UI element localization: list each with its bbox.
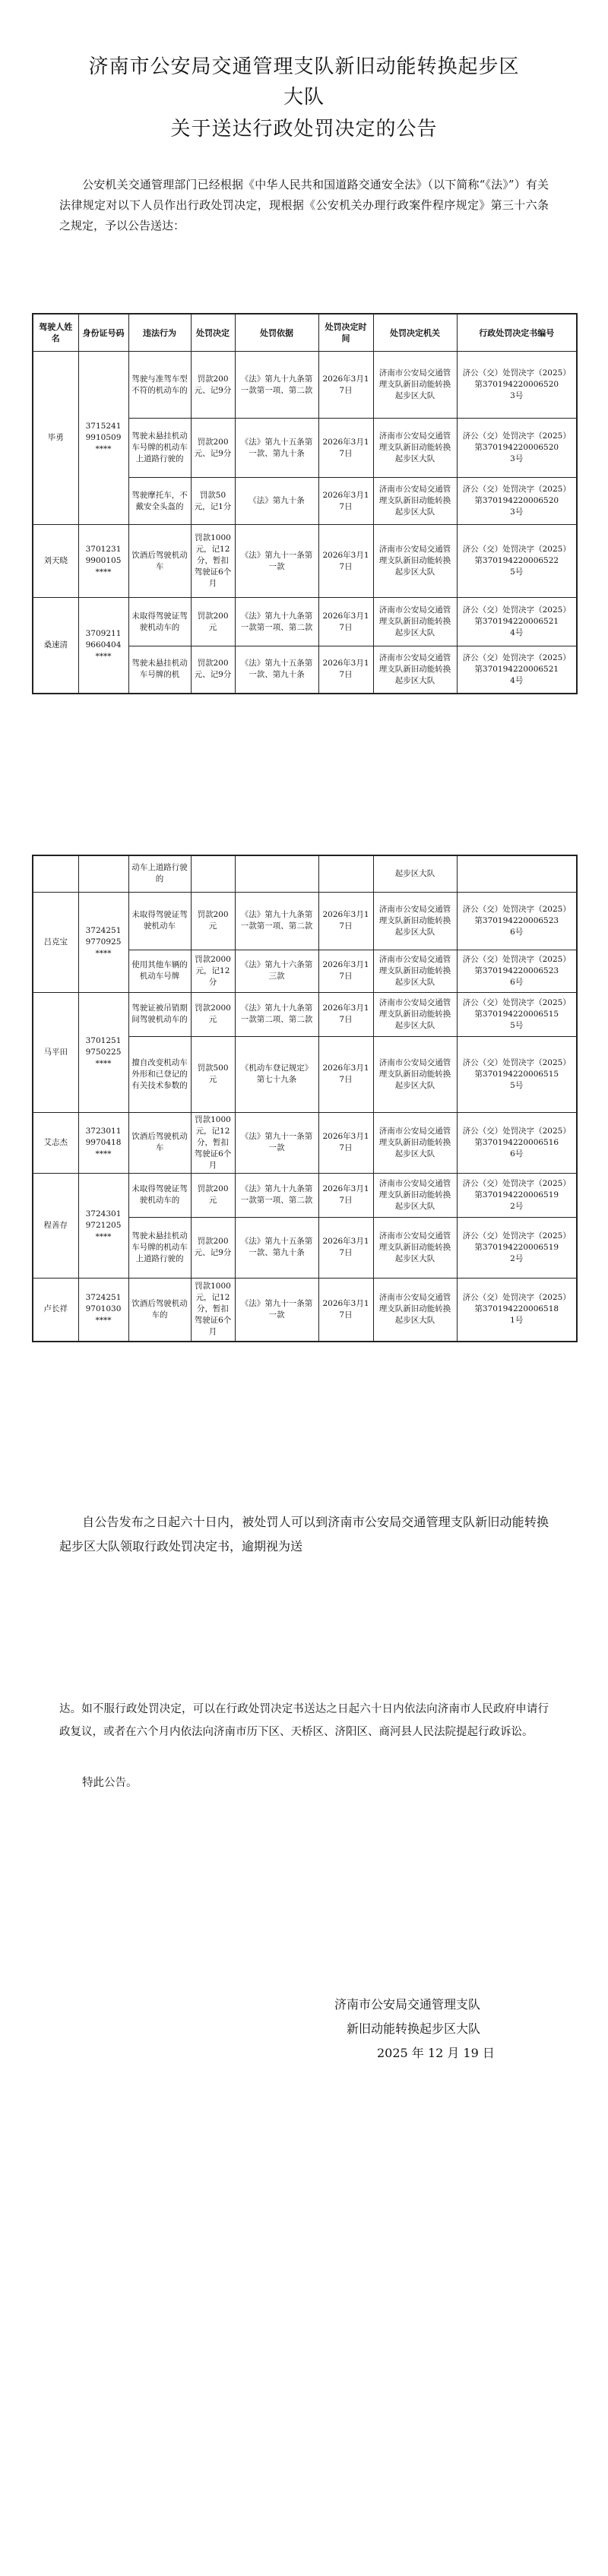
penalty-cell: 罚款200元、记9分	[191, 352, 235, 419]
penalty-cell: 罚款1000元，记12分，暂扣驾驶证6个月	[191, 1112, 235, 1173]
legal-basis-cell: 《法》第九十六条第三款	[235, 950, 318, 992]
decision-authority-cell: 济南市公安局交通管理支队新旧动能转换起步区大队	[373, 478, 457, 525]
violation-cell: 擅自改变机动车外形和已登记的有关技术参数的	[128, 1036, 191, 1112]
decision-date-cell: 2026年3月17日	[318, 892, 373, 950]
violation-cell: 驾驶摩托车，不戴安全头盔的	[128, 478, 191, 525]
driver-name-cell: 艾志杰	[33, 1112, 78, 1173]
violation-cell: 未取得驾驶证驾驶机动车的	[128, 598, 191, 646]
driver-name-cell: 吕克宝	[33, 892, 78, 992]
penalty-cell: 罚款1000元，记12分，暂扣驾驶证6个月	[191, 1278, 235, 1342]
penalty-cell: 罚款200元、记9分	[191, 646, 235, 694]
violation-cell: 使用其他车辆的机动车号牌	[128, 950, 191, 992]
id-number-cell: 3724301 9721205 ****	[78, 1173, 128, 1278]
table-row	[33, 1173, 577, 1217]
table-row	[33, 992, 577, 1036]
table-row	[33, 855, 577, 892]
table-header-row	[33, 314, 577, 352]
legal-basis-cell: 《法》第九十条	[235, 478, 318, 525]
decision-number-cell: 济公（交）处罚决字（2025）第370194220006518 1号	[457, 1278, 577, 1342]
violation-cell: 驾驶证被吊销期间驾驶机动车的	[128, 992, 191, 1036]
decision-date-cell: 2026年3月17日	[318, 419, 373, 478]
closing-text-2: 达。如不服行政处罚决定，可以在行政处罚决定书送达之日起六十日内依法向济南市人民政府申请行政复议，或者在六个月内依法向济南市历下区、天桥区、济阳区、商河县人民法院提起行政诉讼。	[59, 1703, 549, 1738]
id-number-cell: 3715241 9910509 ****	[78, 352, 128, 525]
decision-number-cell: 济公（交）处罚决字（2025）第370194220006519 2号	[457, 1217, 577, 1278]
penalty-cell: 罚款200元、记9分	[191, 1217, 235, 1278]
column-header: 行政处罚决定书编号	[457, 314, 577, 352]
violation-cell: 饮酒后驾驶机动车	[128, 1112, 191, 1173]
decision-number-cell: 济公（交）处罚决字（2025）第370194220006515 5号	[457, 992, 577, 1036]
violation-cell: 驾驶未悬挂机动车号牌的机动车上道路行驶的	[128, 1217, 191, 1278]
decision-date-cell: 2026年3月17日	[318, 1173, 373, 1217]
decision-number-cell	[457, 855, 577, 892]
closing-paragraph-2	[59, 1698, 549, 1743]
decision-date-cell: 2026年3月17日	[318, 598, 373, 646]
table-row	[33, 352, 577, 419]
legal-basis-cell: 《法》第九十五条第一款、第九十条	[235, 1217, 318, 1278]
legal-basis-cell: 《法》第九十九条第一款第一项、第二款	[235, 598, 318, 646]
decision-number-cell: 济公（交）处罚决字（2025）第370194220006520 3号	[457, 352, 577, 419]
penalty-cell: 罚款200元	[191, 598, 235, 646]
column-header: 处罚决定时间	[318, 314, 373, 352]
decision-authority-cell: 济南市公安局交通管理支队新旧动能转换起步区大队	[373, 352, 457, 419]
driver-name-cell: 刘天晓	[33, 525, 78, 598]
decision-authority-cell: 济南市公安局交通管理支队新旧动能转换起步区大队	[373, 525, 457, 598]
legal-basis-cell: 《法》第九十一条第一款	[235, 1112, 318, 1173]
decision-number-cell: 济公（交）处罚决字（2025）第370194220006523 6号	[457, 950, 577, 992]
id-number-cell	[78, 855, 128, 892]
closing-end-text: 特此公告。	[82, 1777, 138, 1789]
penalty-cell: 罚款2000元	[191, 992, 235, 1036]
violation-cell: 驾驶未悬挂机动车号牌的机	[128, 646, 191, 694]
violation-cell: 驾驶与准驾车型不符的机动车的	[128, 352, 191, 419]
legal-basis-cell: 《法》第九十五条第一款、第九十条	[235, 646, 318, 694]
closing-paragraph-1	[59, 1510, 549, 1559]
legal-basis-cell: 《法》第九十一条第一款	[235, 525, 318, 598]
notice-title-line2: 大队	[283, 86, 325, 109]
notice-title-line1: 济南市公安局交通管理支队新旧动能转换起步区	[88, 55, 520, 78]
id-number-cell: 3701231 9900105 ****	[78, 525, 128, 598]
column-header: 处罚决定机关	[373, 314, 457, 352]
penalty-table-page1	[32, 313, 578, 694]
decision-authority-cell: 济南市公安局交通管理支队新旧动能转换起步区大队	[373, 1217, 457, 1278]
decision-authority-cell: 济南市公安局交通管理支队新旧动能转换起步区大队	[373, 992, 457, 1036]
signature-org-line1: 济南市公安局交通管理支队	[334, 1997, 481, 2012]
signature-org-line2: 新旧动能转换起步区大队	[347, 2021, 481, 2036]
decision-number-cell: 济公（交）处罚决字（2025）第370194220006521 4号	[457, 646, 577, 694]
driver-name-cell: 毕勇	[33, 352, 78, 525]
legal-basis-cell: 《法》第九十九条第一款第一项、第二款	[235, 1173, 318, 1217]
decision-authority-cell: 济南市公安局交通管理支队新旧动能转换起步区大队	[373, 892, 457, 950]
driver-name-cell	[33, 855, 78, 892]
intro-text: 公安机关交通管理部门已经根据《中华人民共和国道路交通安全法》（以下简称“《法》”）有关法律规定对以下人员作出行政处罚决定，现根据《公安机关办理行政案件程序规定》第三十六条之规定，予以公告送达：	[59, 178, 549, 232]
id-number-cell: 3709211 9660404 ****	[78, 598, 128, 694]
decision-date-cell: 2026年3月17日	[318, 1112, 373, 1173]
legal-basis-cell: 《法》第九十九条第一款第一项、第二款	[235, 352, 318, 419]
decision-date-cell: 2026年3月17日	[318, 478, 373, 525]
decision-authority-cell: 济南市公安局交通管理支队新旧动能转换起步区大队	[373, 419, 457, 478]
decision-authority-cell: 济南市公安局交通管理支队新旧动能转换起步区大队	[373, 598, 457, 646]
decision-authority-cell: 济南市公安局交通管理支队新旧动能转换起步区大队	[373, 1173, 457, 1217]
intro-paragraph	[59, 175, 549, 236]
decision-date-cell: 2026年3月17日	[318, 1278, 373, 1342]
column-header: 处罚决定	[191, 314, 235, 352]
decision-date-cell: 2026年3月17日	[318, 1036, 373, 1112]
decision-date-cell: 2026年3月17日	[318, 950, 373, 992]
driver-name-cell: 马平田	[33, 992, 78, 1112]
decision-authority-cell: 起步区大队	[373, 855, 457, 892]
legal-basis-cell: 《法》第九十一条第一款	[235, 1278, 318, 1342]
violation-cell: 动车上道路行驶的	[128, 855, 191, 892]
decision-authority-cell: 济南市公安局交通管理支队新旧动能转换起步区大队	[373, 646, 457, 694]
decision-number-cell: 济公（交）处罚决字（2025）第370194220006520 3号	[457, 419, 577, 478]
decision-date-cell: 2026年3月17日	[318, 352, 373, 419]
notice-title-line3: 关于送达行政处罚决定的公告	[170, 118, 438, 141]
id-number-cell: 3724251 9770925 ****	[78, 892, 128, 992]
legal-basis-cell: 《法》第九十五条第一款、第九十条	[235, 419, 318, 478]
violation-cell: 未取得驾驶证驾驶机动车的	[128, 1173, 191, 1217]
violation-cell: 饮酒后驾驶机动车的	[128, 1278, 191, 1342]
signature-date: 2025 年 12 月 19 日	[377, 2046, 495, 2060]
legal-basis-cell: 《机动车登记规定》第七十九条	[235, 1036, 318, 1112]
decision-number-cell: 济公（交）处罚决字（2025）第370194220006520 3号	[457, 478, 577, 525]
closing-end	[59, 1772, 549, 1794]
decision-date-cell: 2026年3月17日	[318, 1217, 373, 1278]
decision-date-cell: 2026年3月17日	[318, 992, 373, 1036]
violation-cell: 未取得驾驶证驾驶机动车	[128, 892, 191, 950]
penalty-cell: 罚款200元	[191, 1173, 235, 1217]
decision-authority-cell: 济南市公安局交通管理支队新旧动能转换起步区大队	[373, 1112, 457, 1173]
decision-number-cell: 济公（交）处罚决字（2025）第370194220006523 6号	[457, 892, 577, 950]
column-header: 身份证号码	[78, 314, 128, 352]
column-header: 驾驶人姓名	[33, 314, 78, 352]
legal-basis-cell: 《法》第九十九条第一款第二项、第二款	[235, 992, 318, 1036]
decision-date-cell: 2026年3月17日	[318, 646, 373, 694]
legal-basis-cell	[235, 855, 318, 892]
table-row	[33, 598, 577, 646]
penalty-cell	[191, 855, 235, 892]
legal-basis-cell: 《法》第九十九条第一款第一项、第二款	[235, 892, 318, 950]
decision-number-cell: 济公（交）处罚决字（2025）第370194220006515 5号	[457, 1036, 577, 1112]
column-header: 处罚依据	[235, 314, 318, 352]
driver-name-cell: 程善存	[33, 1173, 78, 1278]
decision-number-cell: 济公（交）处罚决字（2025）第370194220006521 4号	[457, 598, 577, 646]
decision-authority-cell: 济南市公安局交通管理支队新旧动能转换起步区大队	[373, 950, 457, 992]
decision-number-cell: 济公（交）处罚决字（2025）第370194220006519 2号	[457, 1173, 577, 1217]
id-number-cell: 3723011 9970418 ****	[78, 1112, 128, 1173]
table-row	[33, 1278, 577, 1342]
decision-date-cell	[318, 855, 373, 892]
violation-cell: 饮酒后驾驶机动车	[128, 525, 191, 598]
penalty-cell: 罚款50元，记1分	[191, 478, 235, 525]
closing-text-1: 自公告发布之日起六十日内，被处罚人可以到济南市公安局交通管理支队新旧动能转换起步区大队领取行政处罚决定书，逾期视为送	[59, 1515, 549, 1554]
table-row	[33, 525, 577, 598]
violation-cell: 驾驶未悬挂机动车号牌的机动车上道路行驶的	[128, 419, 191, 478]
penalty-cell: 罚款2000元，记12分	[191, 950, 235, 992]
driver-name-cell: 桑速清	[33, 598, 78, 694]
penalty-cell: 罚款1000元，记12分，暂扣驾驶证6个月	[191, 525, 235, 598]
penalty-table-page2	[32, 855, 578, 1342]
table-row	[33, 1112, 577, 1173]
decision-authority-cell: 济南市公安局交通管理支队新旧动能转换起步区大队	[373, 1036, 457, 1112]
penalty-cell: 罚款200元、记9分	[191, 419, 235, 478]
penalty-cell: 罚款500元	[191, 1036, 235, 1112]
driver-name-cell: 卢长祥	[33, 1278, 78, 1342]
decision-number-cell: 济公（交）处罚决字（2025）第370194220006516 6号	[457, 1112, 577, 1173]
decision-date-cell: 2026年3月17日	[318, 525, 373, 598]
decision-authority-cell: 济南市公安局交通管理支队新旧动能转换起步区大队	[373, 1278, 457, 1342]
penalty-cell: 罚款200元	[191, 892, 235, 950]
id-number-cell: 3701251 9750225 ****	[78, 992, 128, 1112]
table-row	[33, 892, 577, 950]
id-number-cell: 3724251 9701030 ****	[78, 1278, 128, 1342]
column-header: 违法行为	[128, 314, 191, 352]
decision-number-cell: 济公（交）处罚决字（2025）第370194220006522 5号	[457, 525, 577, 598]
